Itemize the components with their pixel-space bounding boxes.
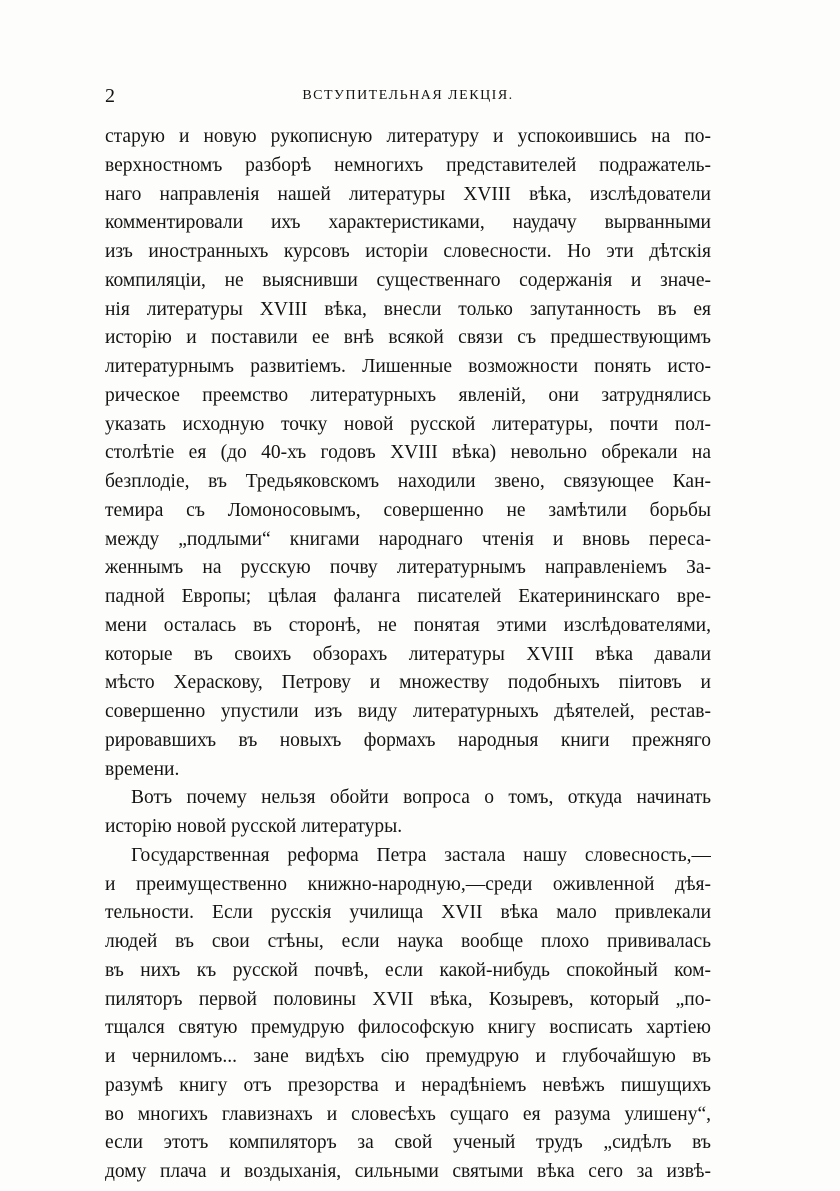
paragraph-start-line: Государственная реформа Петра застала нашу словесность,— bbox=[131, 844, 711, 866]
text-line: и преимущественно книжно-народную,—среди оживленной дѣя- bbox=[105, 873, 711, 895]
body-text bbox=[105, 123, 711, 1187]
text-line: падной Европы; цѣлая фаланга писателей Екатерининскаго вре- bbox=[105, 586, 711, 607]
page-header bbox=[105, 82, 711, 112]
text-line: если этотъ компиляторъ за свой ученый трудъ „сидѣлъ въ bbox=[105, 1132, 711, 1154]
text-line: безплодіе, въ Тредьяковскомъ находили звено, связующее Кан- bbox=[105, 471, 711, 492]
text-line: разумѣ книгу отъ презорства и нерадѣніемъ невѣжъ пишущихъ bbox=[105, 1074, 711, 1096]
text-line: старую и новую рукописную литературу и успокоившись на по- bbox=[105, 126, 711, 147]
text-line: которые въ своихъ обзорахъ литературы XVIII вѣка давали bbox=[105, 643, 711, 665]
paragraph-end-line: исторію новой русской литературы. bbox=[105, 816, 403, 837]
text-line: столѣтіе ея (до 40-хъ годовъ XVIII вѣка) невольно обрекали на bbox=[105, 442, 711, 464]
text-line: женнымъ на русскую почву литературнымъ направленіемъ За- bbox=[105, 557, 711, 579]
text-line: тельности. Если русскія училища XVII вѣка мало привлекали bbox=[105, 902, 711, 924]
text-line: изъ иностранныхъ курсовъ исторіи словесности. Но эти дѣтскія bbox=[105, 241, 711, 262]
text-line: совершенно упустили изъ виду литературныхъ дѣятелей, рестав- bbox=[105, 701, 711, 722]
text-line: рическое преемство литературныхъ явленій, они затруднялись bbox=[105, 384, 711, 406]
paragraph-start-line: Вотъ почему нельзя обойти вопроса о томъ, откуда начинать bbox=[131, 787, 711, 809]
text-line: пиляторъ первой половины XVII вѣка, Козыревъ, который „по- bbox=[105, 988, 711, 1010]
text-line: указать исходную точку новой русской литературы, почти пол- bbox=[105, 413, 711, 435]
text-line: между „подлыми“ книгами народнаго чтенія и вновь переса- bbox=[105, 528, 711, 550]
text-line: мѣсто Хераскову, Петрову и множеству подобныхъ піитовъ и bbox=[105, 672, 711, 694]
text-line: мени осталась въ сторонѣ, не понятая этими изслѣдователями, bbox=[105, 614, 711, 636]
paragraph-end-line: времени. bbox=[105, 758, 180, 780]
text-line: тщался святую премудрую философскую книгу восписать хартіею bbox=[105, 1017, 711, 1039]
text-line: нія литературы XVIII вѣка, внесли только запутанность въ ея bbox=[105, 298, 711, 320]
text-line: темира съ Ломоносовымъ, совершенно не замѣтили борьбы bbox=[105, 499, 711, 521]
text-line: дому плача и воздыханія, сильными святыми вѣка сего за извѣ- bbox=[105, 1161, 711, 1182]
text-line: исторію и поставили ее внѣ всякой связи съ предшествующимъ bbox=[105, 327, 711, 349]
text-line: людей въ свои стѣны, если наука вообще плохо прививалась bbox=[105, 931, 711, 952]
text-line: рировавшихъ въ новыхъ формахъ народныя книги прежняго bbox=[105, 729, 711, 751]
text-line: верхностномъ разборѣ немногихъ представителей подражатель- bbox=[105, 154, 711, 176]
text-line: въ нихъ къ русской почвѣ, если какой-нибудь спокойный ком- bbox=[105, 959, 711, 981]
text-line: литературнымъ развитіемъ. Лишенные возможности понять исто- bbox=[105, 356, 711, 377]
text-line: наго направленія нашей литературы XVIII вѣка, изслѣдователи bbox=[105, 183, 711, 205]
running-title: ВСТУПИТЕЛЬНАЯ ЛЕКЦІЯ. bbox=[302, 88, 514, 103]
text-line: во многихъ главизнахъ и словесѣхъ сущаго ея разума улишену“, bbox=[105, 1103, 711, 1125]
page-number: 2 bbox=[105, 85, 115, 107]
text-line: и черниломъ... зане видѣхъ сію премудрую и глубочайшую въ bbox=[105, 1046, 711, 1067]
text-line: комментировали ихъ характеристиками, наудачу вырванными bbox=[105, 212, 711, 234]
text-line: компиляціи, не выяснивши существеннаго содержанія и значе- bbox=[105, 269, 711, 291]
